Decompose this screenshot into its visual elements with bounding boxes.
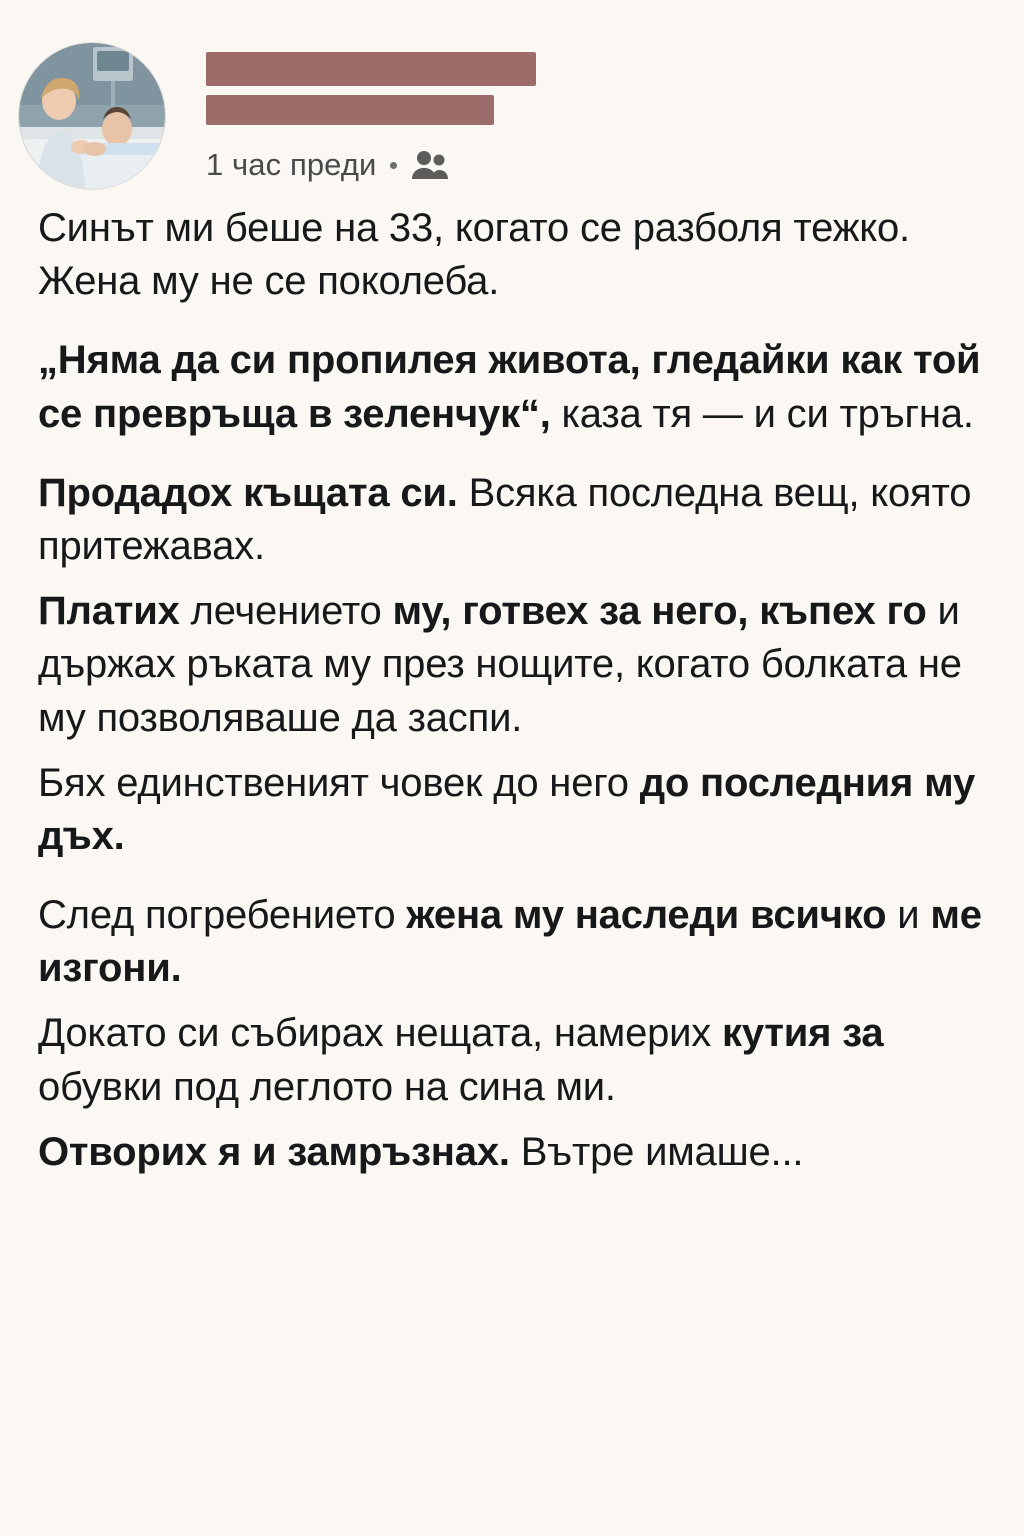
emphasis-text: „Няма да си пропилея живота, гледайки как той се превръща в зеленчук“, — [38, 338, 981, 436]
post-paragraph — [38, 334, 988, 440]
meta-separator-dot — [390, 162, 397, 169]
body-text: каза тя — и си тръгна. — [550, 391, 974, 436]
post-paragraph — [38, 1126, 988, 1179]
post-timestamp[interactable]: 1 час преди — [206, 147, 377, 182]
post-paragraph — [38, 757, 988, 863]
body-text: Всяка последна вещ, която притежавах. — [38, 470, 972, 568]
post-paragraph — [38, 889, 988, 995]
body-text: лечението — [179, 589, 393, 634]
header-text — [206, 42, 536, 183]
emphasis-text: кутия за — [722, 1011, 884, 1056]
avatar-image — [19, 43, 165, 189]
friends-icon[interactable] — [411, 149, 449, 181]
emphasis-text: Продадох къщата си. — [38, 470, 458, 515]
emphasis-text: ме изгони. — [38, 893, 982, 991]
redaction-bar-1 — [206, 52, 536, 86]
post-paragraph — [38, 585, 988, 745]
redaction-bar-2 — [206, 95, 494, 125]
emphasis-text: му, готвех за него, къпех го — [392, 589, 927, 634]
body-text: Синът ми беше на 33, когато се разболя тежко. Жена му не се поколеба. — [38, 206, 910, 304]
body-text: обувки под леглото на сина ми. — [38, 1064, 616, 1109]
emphasis-text: Платих — [38, 589, 180, 634]
post-header — [0, 0, 1024, 182]
post-meta — [206, 147, 536, 183]
avatar[interactable] — [18, 42, 166, 190]
post-paragraph — [38, 202, 988, 308]
emphasis-text: жена му наследи всичко — [406, 893, 887, 938]
author-name-redacted — [206, 52, 536, 125]
body-text: и — [886, 893, 931, 938]
body-text: Бях единственият човек до него — [38, 760, 640, 805]
post-paragraph — [38, 1007, 988, 1113]
body-text: Докато си събирах нещата, намерих — [38, 1011, 723, 1056]
body-text: Вътре имаше... — [509, 1129, 804, 1174]
emphasis-text: до последния му дъх. — [38, 760, 976, 858]
body-text: и държах ръката му през нощите, когато болката не му позволяваше да заспи. — [38, 589, 962, 740]
post-paragraph — [38, 467, 988, 573]
post-body — [0, 176, 1024, 1179]
emphasis-text: Отворих я и замръзнах. — [38, 1129, 510, 1174]
body-text: След погребението — [38, 893, 407, 938]
